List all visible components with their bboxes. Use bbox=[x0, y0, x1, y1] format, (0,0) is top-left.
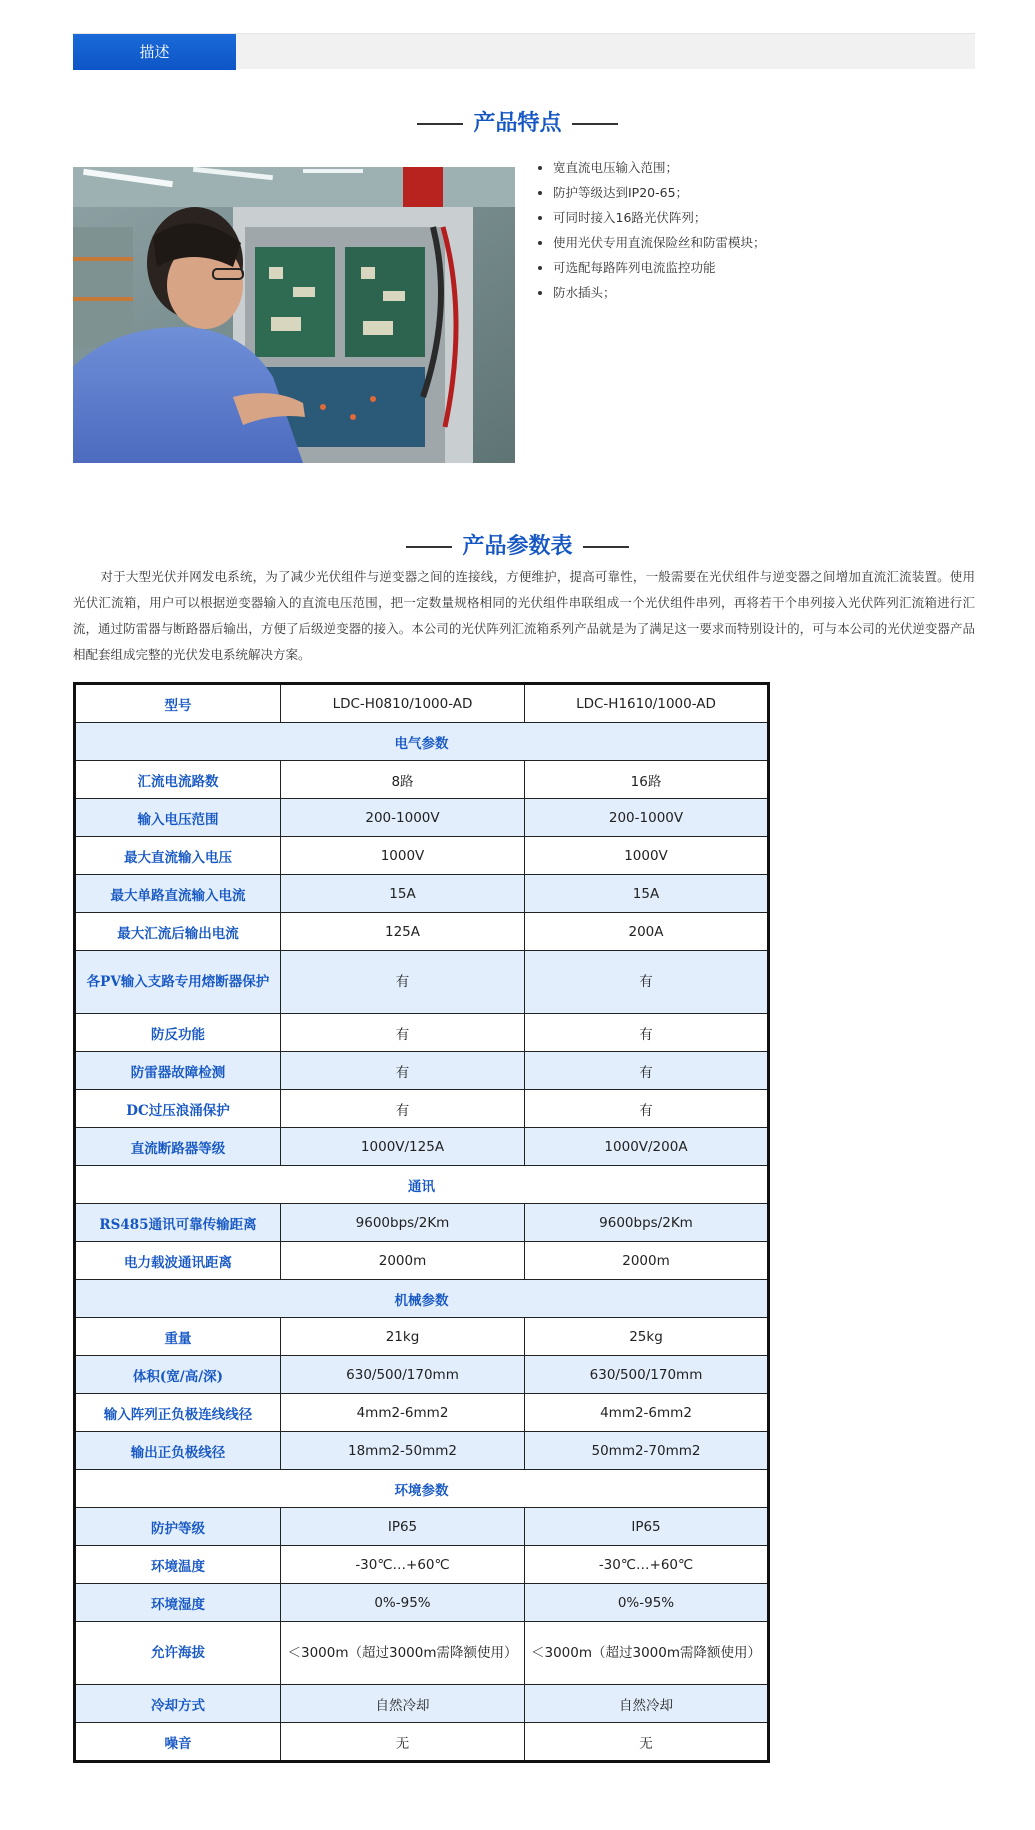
cell-a: 18mm2-50mm2 bbox=[281, 1432, 525, 1470]
heading-dash-right bbox=[583, 546, 629, 548]
spec-table bbox=[73, 682, 770, 1763]
table-row bbox=[75, 1090, 769, 1128]
cell-a: 630/500/170mm bbox=[281, 1356, 525, 1394]
table-row bbox=[75, 1622, 769, 1685]
table-row bbox=[75, 1128, 769, 1166]
row-label: 输入电压范围 bbox=[75, 799, 281, 837]
section-row-environment bbox=[75, 1470, 769, 1508]
row-label: 输出正负极线径 bbox=[75, 1432, 281, 1470]
section-title: 环境参数 bbox=[75, 1470, 769, 1508]
section-row-communication bbox=[75, 1166, 769, 1204]
heading-dash-left bbox=[406, 546, 452, 548]
params-heading-text: 产品参数表 bbox=[462, 534, 573, 559]
row-label: 冷却方式 bbox=[75, 1685, 281, 1723]
cell-b: 有 bbox=[525, 1090, 769, 1128]
table-row bbox=[75, 1356, 769, 1394]
row-label: DC过压浪涌保护 bbox=[75, 1090, 281, 1128]
cell-a: 有 bbox=[281, 951, 525, 1014]
list-item: • 可选配每路阵列电流监控功能 bbox=[553, 255, 766, 280]
intro-paragraph: 对于大型光伏并网发电系统，为了减少光伏组件与逆变器之间的连接线，方便维护，提高可靠性，一般需要在光伏组件与逆变器之间增加直流汇流装置。使用光伏汇流箱，用户可以根据逆变器输入的直流电压范围，把一定数量规格相同的光伏组件串联组成一个光伏组件串列，再将若干个串列接入光伏阵列汇流箱进行汇流，通过防雷器与断路器后输出，方便了后级逆变器的接入。本公司的光伏阵列汇流箱系列产品就是为了满足这一要求而特别设计的，可与本公司的光伏逆变器产品相配套组成完整的光伏发电系统解决方案。 bbox=[73, 569, 975, 662]
table-row bbox=[75, 1242, 769, 1280]
cell-b: 有 bbox=[525, 1052, 769, 1090]
table-row bbox=[75, 1584, 769, 1622]
table-row bbox=[75, 913, 769, 951]
cell-b: 0%-95% bbox=[525, 1584, 769, 1622]
cell-b: ＜3000m（超过3000m需降额使用） bbox=[525, 1622, 769, 1685]
heading-dash-right bbox=[572, 123, 618, 125]
section-row-electrical bbox=[75, 723, 769, 761]
list-item: • 防水插头； bbox=[553, 280, 766, 305]
section-title: 机械参数 bbox=[75, 1280, 769, 1318]
table-row bbox=[75, 837, 769, 875]
table-row bbox=[75, 951, 769, 1014]
params-heading bbox=[0, 529, 1035, 560]
row-label: 环境温度 bbox=[75, 1546, 281, 1584]
table-row bbox=[75, 1508, 769, 1546]
cell-b: 1000V/200A bbox=[525, 1128, 769, 1166]
cell-b: -30℃…+60℃ bbox=[525, 1546, 769, 1584]
table-row bbox=[75, 1014, 769, 1052]
cell-b: 50mm2-70mm2 bbox=[525, 1432, 769, 1470]
table-row bbox=[75, 1394, 769, 1432]
cell-a: 125A bbox=[281, 913, 525, 951]
row-label: 防护等级 bbox=[75, 1508, 281, 1546]
cell-a: 1000V/125A bbox=[281, 1128, 525, 1166]
cell-b: 200A bbox=[525, 913, 769, 951]
section-title: 通讯 bbox=[75, 1166, 769, 1204]
row-label: 噪音 bbox=[75, 1723, 281, 1762]
cell-a: 4mm2-6mm2 bbox=[281, 1394, 525, 1432]
table-row bbox=[75, 1546, 769, 1584]
row-label: 防反功能 bbox=[75, 1014, 281, 1052]
row-label: 防雷器故障检测 bbox=[75, 1052, 281, 1090]
list-item: • 宽直流电压输入范围； bbox=[553, 155, 766, 180]
features-heading bbox=[0, 106, 1035, 137]
cell-b: 630/500/170mm bbox=[525, 1356, 769, 1394]
cell-a: 8路 bbox=[281, 761, 525, 799]
table-row bbox=[75, 1204, 769, 1242]
cell-b: 自然冷却 bbox=[525, 1685, 769, 1723]
row-label: 最大单路直流输入电流 bbox=[75, 875, 281, 913]
row-label: 体积(宽/高/深) bbox=[75, 1356, 281, 1394]
cell-b: 25kg bbox=[525, 1318, 769, 1356]
row-label: 最大汇流后输出电流 bbox=[75, 913, 281, 951]
table-header-row bbox=[75, 684, 769, 723]
header-model-b: LDC-H1610/1000-AD bbox=[525, 684, 769, 723]
cell-a: IP65 bbox=[281, 1508, 525, 1546]
section-row-mechanical bbox=[75, 1280, 769, 1318]
cell-a: 有 bbox=[281, 1090, 525, 1128]
section-title: 电气参数 bbox=[75, 723, 769, 761]
list-item: • 使用光伏专用直流保险丝和防雷模块； bbox=[553, 230, 766, 255]
cell-b: 有 bbox=[525, 951, 769, 1014]
table-row bbox=[75, 1723, 769, 1762]
table-row bbox=[75, 875, 769, 913]
features-list bbox=[537, 155, 766, 305]
cell-a: -30℃…+60℃ bbox=[281, 1546, 525, 1584]
cell-b: 2000m bbox=[525, 1242, 769, 1280]
cell-a: 有 bbox=[281, 1052, 525, 1090]
cell-b: 1000V bbox=[525, 837, 769, 875]
row-label: 输入阵列正负极连线线径 bbox=[75, 1394, 281, 1432]
table-row bbox=[75, 1685, 769, 1723]
row-label: 电力载波通讯距离 bbox=[75, 1242, 281, 1280]
table-row bbox=[75, 799, 769, 837]
cell-a: 200-1000V bbox=[281, 799, 525, 837]
cell-b: IP65 bbox=[525, 1508, 769, 1546]
table-row bbox=[75, 761, 769, 799]
list-item: • 防护等级达到IP20-65； bbox=[553, 180, 766, 205]
row-label: 重量 bbox=[75, 1318, 281, 1356]
row-label: 直流断路器等级 bbox=[75, 1128, 281, 1166]
table-row bbox=[75, 1052, 769, 1090]
product-photo bbox=[73, 167, 515, 463]
cell-b: 有 bbox=[525, 1014, 769, 1052]
tab-description[interactable]: 描述 bbox=[73, 34, 236, 70]
cell-a: 自然冷却 bbox=[281, 1685, 525, 1723]
cell-b: 无 bbox=[525, 1723, 769, 1762]
cell-a: 9600bps/2Km bbox=[281, 1204, 525, 1242]
heading-dash-left bbox=[417, 123, 463, 125]
header-label: 型号 bbox=[75, 684, 281, 723]
cell-b: 15A bbox=[525, 875, 769, 913]
cell-b: 200-1000V bbox=[525, 799, 769, 837]
row-label: 汇流电流路数 bbox=[75, 761, 281, 799]
row-label: 允许海拔 bbox=[75, 1622, 281, 1685]
cell-a: ＜3000m（超过3000m需降额使用） bbox=[281, 1622, 525, 1685]
cell-a: 1000V bbox=[281, 837, 525, 875]
cell-a: 2000m bbox=[281, 1242, 525, 1280]
features-heading-text: 产品特点 bbox=[473, 111, 562, 136]
row-label: RS485通讯可靠传输距离 bbox=[75, 1204, 281, 1242]
cell-b: 9600bps/2Km bbox=[525, 1204, 769, 1242]
cell-a: 21kg bbox=[281, 1318, 525, 1356]
header-model-a: LDC-H0810/1000-AD bbox=[281, 684, 525, 723]
table-row bbox=[75, 1318, 769, 1356]
row-label: 各PV输入支路专用熔断器保护 bbox=[75, 951, 281, 1014]
row-label: 环境湿度 bbox=[75, 1584, 281, 1622]
cell-a: 0%-95% bbox=[281, 1584, 525, 1622]
cell-b: 16路 bbox=[525, 761, 769, 799]
cell-b: 4mm2-6mm2 bbox=[525, 1394, 769, 1432]
cell-a: 15A bbox=[281, 875, 525, 913]
row-label: 最大直流输入电压 bbox=[75, 837, 281, 875]
tab-bar bbox=[73, 33, 975, 69]
cell-a: 无 bbox=[281, 1723, 525, 1762]
cell-a: 有 bbox=[281, 1014, 525, 1052]
list-item: • 可同时接入16路光伏阵列； bbox=[553, 205, 766, 230]
table-row bbox=[75, 1432, 769, 1470]
